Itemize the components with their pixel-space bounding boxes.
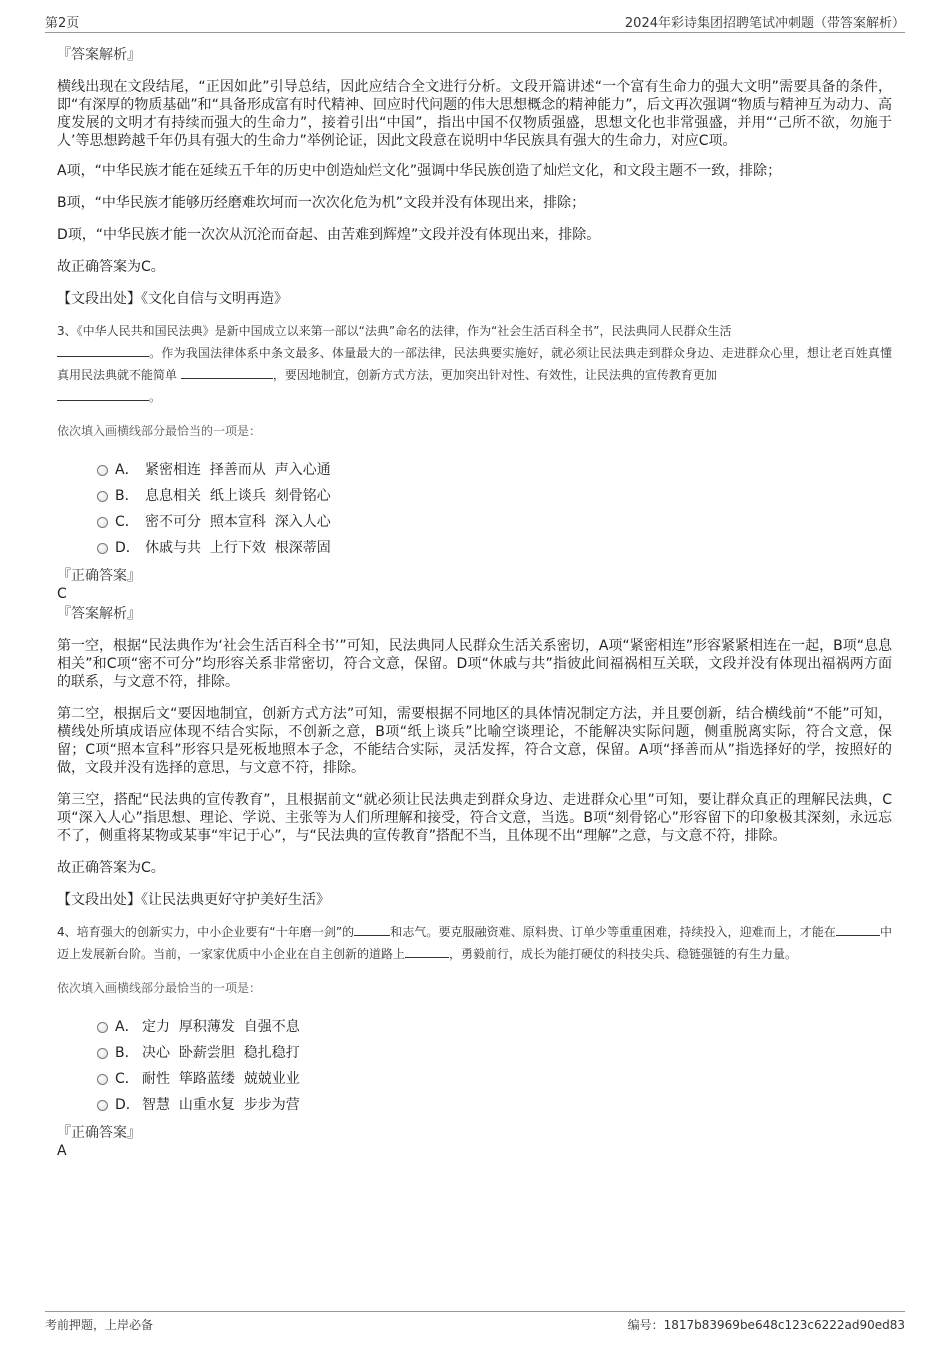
page-footer (45, 1311, 905, 1336)
option-text: 息息相关 纸上谈兵 刻骨铭心 (145, 488, 331, 504)
radio-button[interactable] (97, 1048, 108, 1059)
answer-blank (405, 944, 449, 958)
answer-blank (57, 387, 149, 401)
option-c[interactable] (97, 509, 892, 535)
analysis-heading: 『答案解析』 (57, 47, 141, 63)
radio-button[interactable] (97, 543, 108, 554)
option-d[interactable] (97, 535, 892, 561)
analysis-paragraph: 横线出现在文段结尾，“正因如此”引导总结，因此应结合全文进行分析。文段开篇讲述“一个富有生命力的强大文明”需要具备的条件，即“有深厚的物质基础”和“具备形成富有时代精神、回应时代问题的伟大思想概念的精神能力”，后文再次强调“物质与精神互为动力、高度发展的文明才有持续而强大的生命力”，接着引出“中国”，指出中国不仅物质强盛，思想文化也非常强盛，并用“‘己所不欲，勿施于人’等思想跨越千年仍具有强大的生命力”举例论证，因此文段意在说明中华民族具有强大的生命力，对应C项。 (57, 79, 892, 149)
document-id: 编号：1817b83969be648c123c6222ad90ed83 (627, 1318, 905, 1332)
question-4-text-4: ，勇毅前行，成长为能打硬仗的科技尖兵、稳链强链的有生力量。 (449, 947, 798, 961)
question-3-text-2: 。作为我国法律体系中条文最多、体量最大的一部法律，民法典要实施好，就必须让民法典走到群众身边、走进群众心里，想让老百姓真懂真用民法典就不能简单 (57, 346, 892, 382)
option-letter: A． (115, 1019, 139, 1035)
analysis-paragraph-2: 第二空，根据后文“要因地制宜，创新方式方法”可知，需要根据不同地区的具体情况制定方法，并且要创新，结合横线前“不能”可知，横线处所填成语应体现不结合实际，不创新之意，B项“纸上谈兵”比喻空谈理论，不能解决实际问题，侧重脱离实际，符合文意，保留；C项“照本宣科”形容只是死板地照本子念，不能结合实际，灵活发挥，符合文意，保留。A项“择善而从”指选择好的学，按照好的做，文段并没有选择的意思，与文意不符，排除。 (57, 706, 892, 776)
radio-button[interactable] (97, 1022, 108, 1033)
option-text: 密不可分 照本宣科 深入人心 (145, 514, 331, 530)
option-letter: B． (115, 488, 139, 504)
radio-button[interactable] (97, 517, 108, 528)
option-letter: C． (115, 514, 139, 530)
answer-blank (354, 922, 390, 936)
correct-answer: C (57, 586, 67, 602)
radio-button[interactable] (97, 465, 108, 476)
analysis-heading: 『答案解析』 (57, 606, 141, 622)
option-a[interactable] (97, 457, 892, 483)
option-text: 休戚与共 上行下效 根深蒂固 (145, 540, 331, 556)
option-letter: A． (115, 462, 139, 478)
option-c[interactable] (97, 1066, 892, 1092)
option-text: 紧密相连 择善而从 声入心通 (145, 462, 331, 478)
correct-answer: A (57, 1143, 67, 1159)
page-number: 第2页 (45, 16, 80, 31)
analysis-option-a: A项，“中华民族才能在延续五千年的历史中创造灿烂文化”强调中华民族创造了灿烂文化，和文段主题不一致，排除； (57, 163, 782, 179)
question-4-options (57, 1014, 892, 1118)
analysis-option-b: B项，“中华民族才能够历经磨难坎坷而一次次化危为机”文段并没有体现出来，排除； (57, 195, 586, 211)
question-4-instruction: 依次填入画横线部分最恰当的一项是： (57, 981, 262, 995)
radio-button[interactable] (97, 491, 108, 502)
source-note: 【文段出处】《文化自信与文明再造》 (57, 291, 288, 307)
answer-blank (181, 365, 273, 379)
document-title: 2024年彩诗集团招聘笔试冲刺题（带答案解析） (624, 16, 905, 31)
correct-answer-heading: 『正确答案』 (57, 568, 141, 584)
option-b[interactable] (97, 483, 892, 509)
footer-slogan: 考前押题，上岸必备 (45, 1318, 154, 1332)
option-d[interactable] (97, 1092, 892, 1118)
option-b[interactable] (97, 1040, 892, 1066)
answer-blank (836, 922, 880, 936)
analysis-paragraph-1: 第一空，根据“民法典作为‘社会生活百科全书’”可知，民法典同人民群众生活关系密切，A项“紧密相连”形容紧紧相连在一起，B项“息息相关”和C项“密不可分”均形容关系非常密切，符合文意，保留。D项“休戚与共”指彼此间福祸相互关联，文段并没有体现出福祸两方面的联系，与文意不符，排除。 (57, 638, 892, 690)
question-3-options (57, 457, 892, 561)
question-3-stem (57, 320, 892, 408)
option-text: 智慧 山重水复 步步为营 (142, 1097, 300, 1113)
page-header (45, 10, 905, 33)
question-4-text-1: 4、培育强大的创新实力，中小企业要有“十年磨一剑”的 (57, 925, 355, 939)
analysis-paragraph-3: 第三空，搭配“民法典的宣传教育”，且根据前文“就必须让民法典走到群众身边、走进群众心里”可知，要让群众真正的理解民法典，C项“深入人心”指思想、理论、学说、主张等为人们所理解和接受，符合文意，当选。B项“刻骨铭心”形容留下的印象极其深刻，永远忘不了，侧重将某物或某事“牢记于心”，与“民法典的宣传教育”搭配不当，且体现不出“理解”之意，与文意不符，排除。 (57, 792, 892, 844)
radio-button[interactable] (97, 1074, 108, 1085)
main-content (57, 46, 892, 1160)
radio-button[interactable] (97, 1100, 108, 1111)
conclusion: 故正确答案为C。 (57, 860, 165, 876)
question-3-text-1: 3、《中华人民共和国民法典》是新中国成立以来第一部以“法典”命名的法律，作为“社会生活百科全书”，民法典同人民群众生活 (57, 324, 732, 338)
option-letter: D． (115, 540, 140, 556)
question-4-text-3: 中迈上发展新台阶。当前，一家家优质中小企业在自主创新的道路上 (57, 925, 892, 961)
correct-answer-heading: 『正确答案』 (57, 1125, 141, 1141)
option-letter: C． (115, 1071, 139, 1087)
source-note: 【文段出处】《让民法典更好守护美好生活》 (57, 892, 330, 908)
question-4-text-2: 和志气。要克服融资难、原料贵、订单少等重重困难，持续投入，迎难而上，才能在 (390, 925, 836, 939)
question-3-instruction: 依次填入画横线部分最恰当的一项是： (57, 424, 262, 438)
question-3-text-4: 。 (149, 390, 162, 404)
question-4-stem (57, 921, 892, 965)
option-letter: B． (115, 1045, 139, 1061)
option-text: 定力 厚积薄发 自强不息 (142, 1019, 300, 1035)
question-3-text-3: ，要因地制宜，创新方式方法，更加突出针对性、有效性，让民法典的宣传教育更加 (272, 368, 717, 382)
option-text: 决心 卧薪尝胆 稳扎稳打 (142, 1045, 300, 1061)
option-letter: D． (115, 1097, 140, 1113)
option-a[interactable] (97, 1014, 892, 1040)
option-text: 耐性 筚路蓝缕 兢兢业业 (142, 1071, 300, 1087)
analysis-option-d: D项，“中华民族才能一次次从沉沦而奋起、由苦难到辉煌”文段并没有体现出来，排除。 (57, 227, 601, 243)
answer-blank (57, 343, 149, 357)
conclusion: 故正确答案为C。 (57, 259, 165, 275)
